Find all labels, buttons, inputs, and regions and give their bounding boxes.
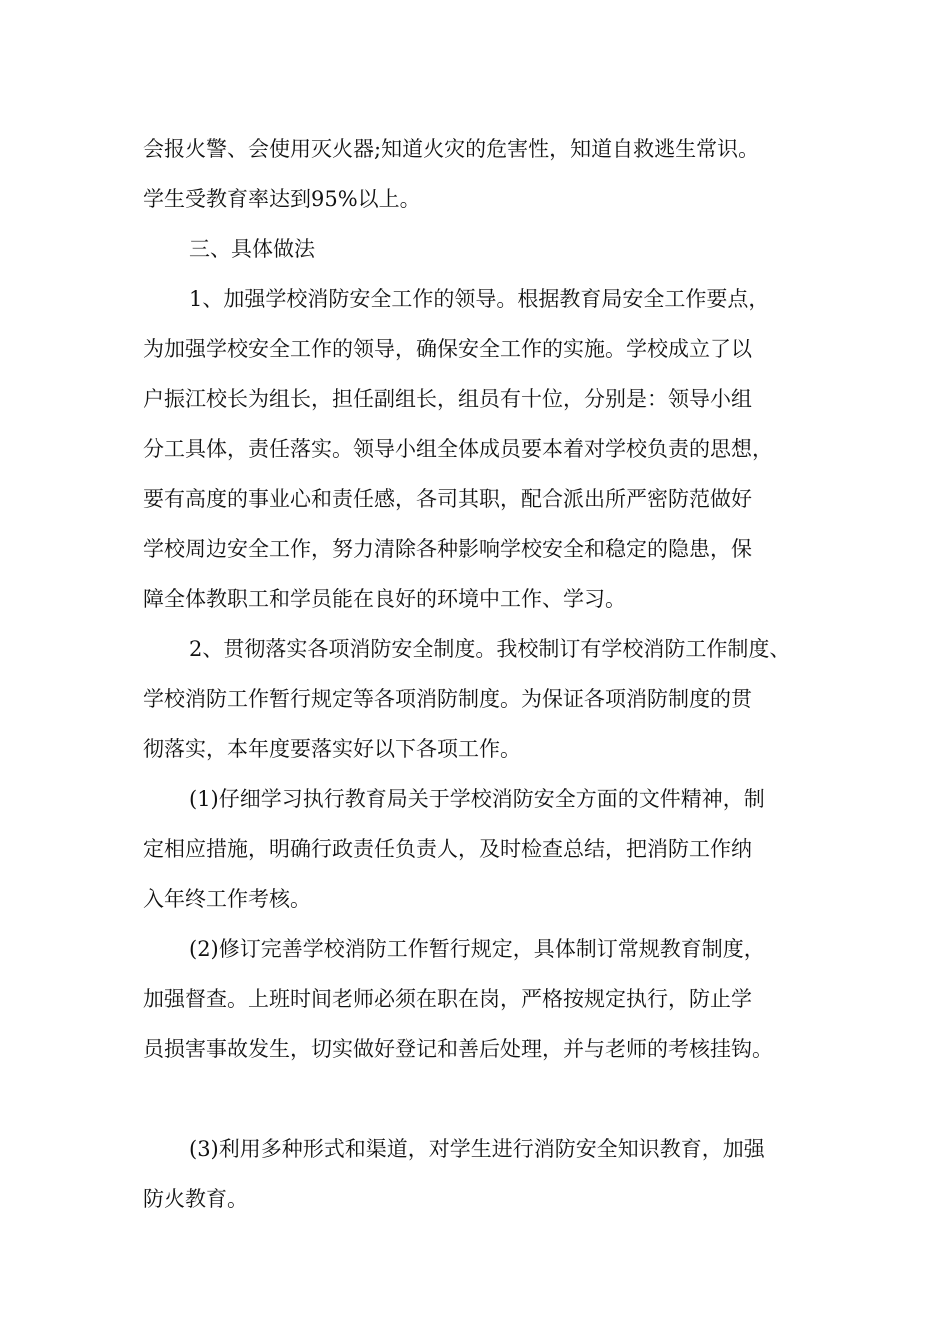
text-line: 加强督查。上班时间老师必须在职在岗，严格按规定执行，防止学	[143, 987, 752, 1011]
paragraph-gap	[143, 1074, 833, 1124]
text-line: 1、加强学校消防安全工作的领导。根据教育局安全工作要点，	[189, 287, 770, 311]
text-line: 入年终工作考核。	[143, 887, 311, 911]
text-line: 彻落实，本年度要落实好以下各项工作。	[143, 737, 521, 761]
document-body	[143, 124, 833, 1224]
text-line: 学校消防工作暂行规定等各项消防制度。为保证各项消防制度的贯	[143, 687, 752, 711]
section-heading: 三、具体做法	[189, 237, 315, 261]
text-line: (1)仔细学习执行教育局关于学校消防安全方面的文件精神，制	[189, 787, 765, 811]
text-line: 分工具体，责任落实。领导小组全体成员要本着对学校负责的思想，	[143, 437, 773, 461]
text-line: 学校周边安全工作，努力清除各种影响学校安全和稳定的隐患，保	[143, 537, 752, 561]
text-line: 要有高度的事业心和责任感，各司其职，配合派出所严密防范做好	[143, 487, 752, 511]
text-line: 会报火警、会使用灭火器;知道火灾的危害性，知道自救逃生常识。	[143, 137, 760, 161]
text-line: 员损害事故发生，切实做好登记和善后处理，并与老师的考核挂钩。	[143, 1037, 773, 1061]
text-line: 防火教育。	[143, 1187, 248, 1211]
text-line: (3)利用多种形式和渠道，对学生进行消防安全知识教育，加强	[189, 1137, 765, 1161]
text-line: 户振江校长为组长，担任副组长，组员有十位，分别是：领导小组	[143, 387, 752, 411]
text-line: 为加强学校安全工作的领导，确保安全工作的实施。学校成立了以	[143, 337, 752, 361]
text-line: (2)修订完善学校消防工作暂行规定，具体制订常规教育制度，	[189, 937, 765, 961]
text-line: 2、贯彻落实各项消防安全制度。我校制订有学校消防工作制度、	[189, 637, 791, 661]
text-line: 障全体教职工和学员能在良好的环境中工作、学习。	[143, 587, 626, 611]
text-line: 学生受教育率达到95%以上。	[143, 187, 421, 211]
text-line: 定相应措施，明确行政责任负责人，及时检查总结，把消防工作纳	[143, 837, 752, 861]
